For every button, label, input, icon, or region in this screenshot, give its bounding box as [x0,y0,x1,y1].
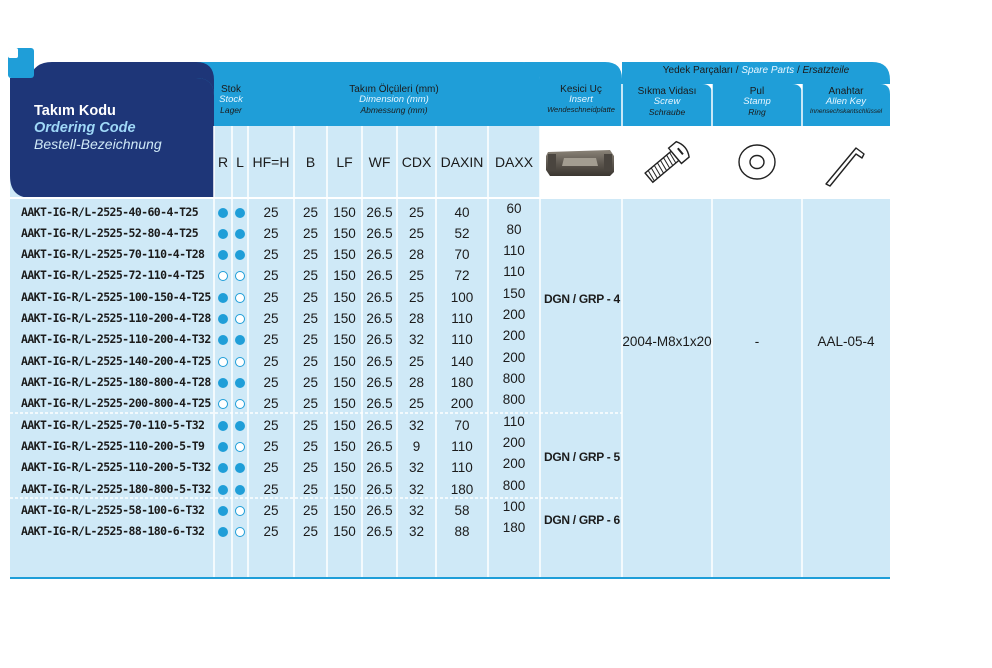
stock-header [214,84,248,115]
hf-cell: 25 [263,418,279,433]
ordering-code-cell: AAKT-IG-R/L-2525-70-110-5-T32 [21,418,205,432]
stamp-value: - [754,334,760,349]
screw-value: 2004-M8x1x20 [622,334,712,349]
stock-en: Stock [219,94,243,105]
cdx-cell: 25 [408,268,425,283]
daxx-cell: 200 [502,307,526,322]
stock-left-empty-indicator [235,357,245,367]
stamp-en: Stamp [743,96,771,107]
daxx-cell: 110 [503,414,525,429]
insert-label-6: DGN / GRP - 6 [544,513,620,527]
b-cell: 25 [302,418,319,433]
stamp-tr: Pul [749,86,765,97]
wf-cell: 26.5 [366,375,393,390]
wf-cell: 26.5 [366,205,393,220]
grooving-insert-icon [544,146,618,180]
spare-sep-2: / [794,65,803,76]
hf-cell: 25 [263,524,279,539]
cdx-cell: 28 [408,375,425,390]
daxin-cell: 72 [454,268,470,283]
wf-cell: 26.5 [366,503,393,518]
daxx-cell: 100 [502,499,526,514]
col-hf: HF=H [252,154,290,170]
ordering-code-cell: AAKT-IG-R/L-2525-110-200-4-T32 [21,332,211,346]
spare-en: Spare Parts [741,65,795,76]
cdx-cell: 25 [408,354,425,369]
stock-left-empty-indicator [235,506,245,516]
ordering-code-cell: AAKT-IG-R/L-2525-72-110-4-T25 [21,268,205,282]
b-cell: 25 [302,247,319,262]
title-en: Ordering Code [34,120,136,136]
daxin-cell: 58 [454,503,470,518]
daxin-cell: 180 [450,375,474,390]
daxx-cell: 200 [502,328,526,343]
daxx-cell: 110 [503,264,525,279]
col-wf: WF [368,154,391,170]
daxx-cell: 150 [502,286,526,301]
dim-tr: Takım Ölçüleri (mm) [349,84,439,95]
col-lf: LF [336,154,353,170]
stock-tr: Stok [220,84,241,95]
stock-left-filled-indicator [235,229,245,239]
daxx-cell: 800 [502,392,526,407]
b-cell: 25 [302,439,319,454]
stock-right-filled-indicator [218,463,228,473]
washer-ring-icon [736,141,778,183]
b-cell: 25 [302,375,319,390]
b-cell: 25 [302,482,319,497]
wf-cell: 26.5 [366,524,393,539]
lf-cell: 150 [333,311,356,326]
lf-cell: 150 [333,290,356,305]
hf-cell: 25 [263,439,279,454]
stock-right-filled-indicator [218,421,228,431]
stock-left-filled-indicator [235,485,245,495]
stock-left-filled-indicator [235,335,245,345]
b-cell: 25 [302,205,319,220]
stamp-header [712,86,802,117]
stock-right-filled-indicator [218,527,228,537]
ordering-code-cell: AAKT-IG-R/L-2525-100-150-4-T25 [21,290,211,304]
lf-cell: 150 [333,503,356,518]
cdx-cell: 32 [408,482,425,497]
spare-de: Ersatzteile [802,65,850,76]
stock-right-filled-indicator [218,485,228,495]
stock-right-filled-indicator [218,506,228,516]
lf-cell: 150 [333,482,356,497]
daxx-cell: 60 [506,201,522,216]
stock-left-filled-indicator [235,250,245,260]
b-cell: 25 [302,396,319,411]
lf-cell: 150 [333,396,356,411]
daxin-cell: 70 [454,247,470,262]
b-cell: 25 [302,460,319,475]
lf-cell: 150 [333,524,356,539]
b-cell: 25 [302,503,319,518]
wf-cell: 26.5 [366,268,393,283]
lf-cell: 150 [333,375,356,390]
stock-right-filled-indicator [218,229,228,239]
cdx-cell: 32 [408,332,425,347]
wf-cell: 26.5 [366,460,393,475]
stock-left-empty-indicator [235,271,245,281]
daxin-cell: 88 [454,524,470,539]
daxin-cell: 52 [454,226,470,241]
col-cdx: CDX [401,154,432,170]
cdx-cell: 32 [408,460,425,475]
col-r: R [217,154,229,170]
hf-cell: 25 [263,396,279,411]
hf-cell: 25 [263,205,279,220]
stock-left-filled-indicator [235,421,245,431]
wf-cell: 26.5 [366,418,393,433]
b-cell: 25 [302,268,319,283]
daxx-cell: 200 [502,456,526,471]
title-tr: Takım Kodu [34,103,116,119]
wf-cell: 26.5 [366,311,393,326]
b-cell: 25 [302,354,319,369]
stock-right-filled-indicator [218,208,228,218]
daxin-cell: 200 [450,396,474,411]
key-de: Innensechskantschlüssel [809,108,883,115]
wf-cell: 26.5 [366,396,393,411]
ordering-code-title [34,103,162,153]
dim-en: Dimension (mm) [359,94,429,105]
key-value: AAL-05-4 [817,334,875,349]
ordering-code-cell: AAKT-IG-R/L-2525-200-800-4-T25 [21,396,211,410]
screw-tr: Sıkma Vidası [637,86,697,97]
ordering-code-cell: AAKT-IG-R/L-2525-52-80-4-T25 [21,226,199,240]
cdx-cell: 25 [408,205,425,220]
spare-sep-1: / [733,65,742,76]
cdx-cell: 28 [408,247,425,262]
daxin-cell: 110 [451,460,473,475]
cdx-cell: 9 [412,439,421,454]
dim-de: Abmessung (mm) [360,105,428,115]
insert-header [540,84,622,114]
daxin-cell: 110 [451,332,473,347]
hf-cell: 25 [263,332,279,347]
daxin-cell: 140 [450,354,474,369]
wf-cell: 26.5 [366,354,393,369]
b-cell: 25 [302,226,319,241]
screw-header [622,86,712,117]
screw-en: Screw [653,96,681,107]
b-cell: 25 [302,311,319,326]
daxx-cell: 80 [506,222,522,237]
ordering-code-cell: AAKT-IG-R/L-2525-58-100-6-T32 [21,503,205,517]
daxx-cell: 800 [502,478,526,493]
stock-right-filled-indicator [218,293,228,303]
col-daxx: DAXX [494,154,534,170]
lf-cell: 150 [333,247,356,262]
stock-right-empty-indicator [218,271,228,281]
wf-cell: 26.5 [366,482,393,497]
stock-left-empty-indicator [235,442,245,452]
stock-de: Lager [220,105,242,115]
stock-right-filled-indicator [218,442,228,452]
daxx-cell: 200 [502,435,526,450]
cdx-cell: 25 [408,396,425,411]
lf-cell: 150 [333,226,356,241]
wf-cell: 26.5 [366,247,393,262]
key-tr: Anahtar [828,86,864,97]
hf-cell: 25 [263,311,279,326]
cdx-cell: 32 [408,524,425,539]
lf-cell: 150 [333,354,356,369]
stock-left-filled-indicator [235,378,245,388]
stock-right-filled-indicator [218,314,228,324]
ordering-code-cell: AAKT-IG-R/L-2525-110-200-4-T28 [21,311,211,325]
stock-right-empty-indicator [218,357,228,367]
col-l: L [236,154,244,170]
key-header [802,86,890,116]
lf-cell: 150 [333,205,356,220]
daxin-cell: 180 [450,482,474,497]
col-daxin: DAXIN [440,154,484,170]
cdx-cell: 32 [408,418,425,433]
daxin-cell: 110 [451,311,473,326]
stock-left-empty-indicator [235,399,245,409]
cdx-cell: 25 [408,226,425,241]
lf-cell: 150 [333,332,356,347]
daxx-cell: 800 [502,371,526,386]
insert-label-5: DGN / GRP - 5 [544,450,620,464]
stock-left-filled-indicator [235,208,245,218]
spare-tr: Yedek Parçaları [662,65,734,76]
lf-cell: 150 [333,418,356,433]
stock-right-filled-indicator [218,250,228,260]
stock-left-empty-indicator [235,314,245,324]
stock-right-filled-indicator [218,335,228,345]
ordering-code-cell: AAKT-IG-R/L-2525-40-60-4-T25 [21,205,199,219]
key-en: Allen Key [825,96,867,107]
hf-cell: 25 [263,482,279,497]
ordering-code-cell: AAKT-IG-R/L-2525-110-200-5-T9 [21,439,205,453]
cdx-cell: 32 [408,503,425,518]
ordering-code-cell: AAKT-IG-R/L-2525-140-200-4-T25 [21,354,211,368]
hf-cell: 25 [263,247,279,262]
lf-cell: 150 [333,439,356,454]
title-de: Bestell-Bezeichnung [34,136,162,152]
dimension-header [248,84,540,115]
daxx-cell: 180 [502,520,526,535]
cdx-cell: 25 [408,290,425,305]
daxx-cell: 110 [503,243,525,258]
stock-left-filled-indicator [235,463,245,473]
wf-cell: 26.5 [366,439,393,454]
stock-left-empty-indicator [235,527,245,537]
hf-cell: 25 [263,290,279,305]
daxin-cell: 40 [454,205,470,220]
hf-cell: 25 [263,503,279,518]
cdx-cell: 28 [408,311,425,326]
daxin-cell: 100 [450,290,474,305]
ordering-code-cell: AAKT-IG-R/L-2525-110-200-5-T32 [21,460,211,474]
insert-tr: Kesici Uç [560,84,602,95]
ordering-code-cell: AAKT-IG-R/L-2525-180-800-4-T28 [21,375,211,389]
stock-left-empty-indicator [235,293,245,303]
insert-de: Wendeschneidplatte [547,105,615,114]
col-b: B [305,154,316,170]
wf-cell: 26.5 [366,332,393,347]
daxx-cell: 200 [502,350,526,365]
ordering-code-cell: AAKT-IG-R/L-2525-70-110-4-T28 [21,247,205,261]
ordering-code-cell: AAKT-IG-R/L-2525-180-800-5-T32 [21,482,211,496]
hf-cell: 25 [263,460,279,475]
allen-key-icon [818,136,870,190]
b-cell: 25 [302,524,319,539]
screw-de: Schraube [648,107,686,117]
hf-cell: 25 [263,354,279,369]
b-cell: 25 [302,290,319,305]
stock-right-filled-indicator [218,378,228,388]
wf-cell: 26.5 [366,226,393,241]
screw-icon [636,136,700,190]
lf-cell: 150 [333,460,356,475]
hf-cell: 25 [263,268,279,283]
hf-cell: 25 [263,226,279,241]
lf-cell: 150 [333,268,356,283]
ordering-code-cell: AAKT-IG-R/L-2525-88-180-6-T32 [21,524,205,538]
insert-label-4: DGN / GRP - 4 [544,292,620,306]
hf-cell: 25 [263,375,279,390]
daxin-cell: 110 [451,439,473,454]
b-cell: 25 [302,332,319,347]
wf-cell: 26.5 [366,290,393,305]
insert-en: Insert [569,94,593,105]
stamp-de: Ring [748,107,766,117]
daxin-cell: 70 [454,418,470,433]
spare-parts-header [622,65,890,77]
stock-right-empty-indicator [218,399,228,409]
